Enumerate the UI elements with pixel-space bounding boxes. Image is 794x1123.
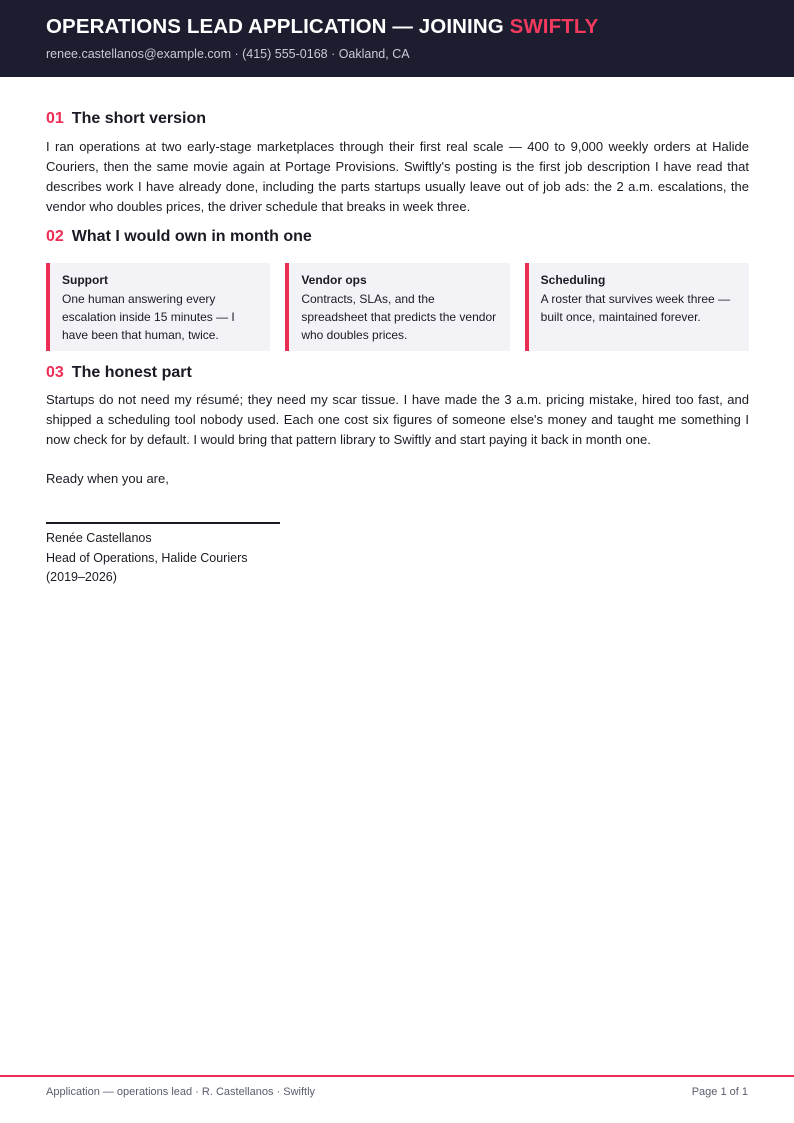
card-vendor-ops	[285, 263, 509, 351]
section-title: The honest part	[71, 364, 192, 381]
signature-years: (2019–2026)	[46, 570, 117, 584]
page-title-accent: SWIFTLY	[509, 15, 599, 38]
header-banner	[0, 0, 794, 77]
section-title: What I would own in month one	[71, 228, 312, 245]
card-body: Contracts, SLAs, and the spreadsheet that predicts the vendor who doubles prices.	[301, 292, 497, 342]
ownership-cards	[46, 263, 749, 351]
signature-name: Renée Castellanos	[46, 531, 152, 545]
section-body-honest-part: Startups do not need my résumé; they need my scar tissue. I have made the 3 a.m. pricing mistake, hired too fast, and shipped a scheduling tool nobody used. Each one cost six figures of someone else's money and taught me something I now check for by default. I would bring that pattern library to Swiftly and start paying it back in month one.	[46, 392, 749, 447]
section-heading-short-version	[46, 110, 206, 128]
footer-left-text: Application — operations lead · R. Castellanos · Swiftly	[46, 1086, 316, 1098]
card-body: A roster that survives week three — built once, maintained forever.	[540, 292, 731, 324]
card-title: Scheduling	[540, 273, 606, 287]
page-number: Page 1 of 1	[691, 1086, 748, 1098]
section-heading-honest-part	[46, 364, 192, 382]
card-title: Support	[62, 273, 108, 287]
signature-role: Head of Operations, Halide Couriers	[46, 550, 248, 565]
section-heading-month-one	[46, 228, 312, 246]
section-number: 01	[46, 110, 64, 127]
section-number: 02	[46, 228, 64, 245]
page-title-main: OPERATIONS LEAD APPLICATION — JOINING	[46, 15, 510, 38]
page-title	[46, 15, 598, 39]
card-title: Vendor ops	[301, 273, 367, 287]
card-body: One human answering every escalation inside 15 minutes — I have been that human, twice.	[62, 292, 235, 342]
card-scheduling	[525, 263, 749, 351]
closing-line: Ready when you are,	[46, 471, 169, 486]
section-title: The short version	[71, 110, 207, 127]
section-number: 03	[46, 364, 64, 381]
signature-line	[46, 522, 280, 524]
card-support	[46, 263, 270, 351]
section-body-short-version: I ran operations at two early-stage marketplaces through their first real scale — 400 to 9,000 weekly orders at Halide Couriers, then the same movie again at Portage Provisions. Swiftly's posting is the first job description I have read that describes work I have already done, including the parts startups usually leave out of job ads: the 2 a.m. escalations, the vendor who doubles prices, the driver schedule that breaks in week three.	[46, 139, 749, 214]
contact-line: renee.castellanos@example.com · (415) 555-0168 · Oakland, CA	[46, 47, 410, 61]
footer-divider	[0, 1075, 794, 1077]
signature-block	[46, 529, 248, 588]
